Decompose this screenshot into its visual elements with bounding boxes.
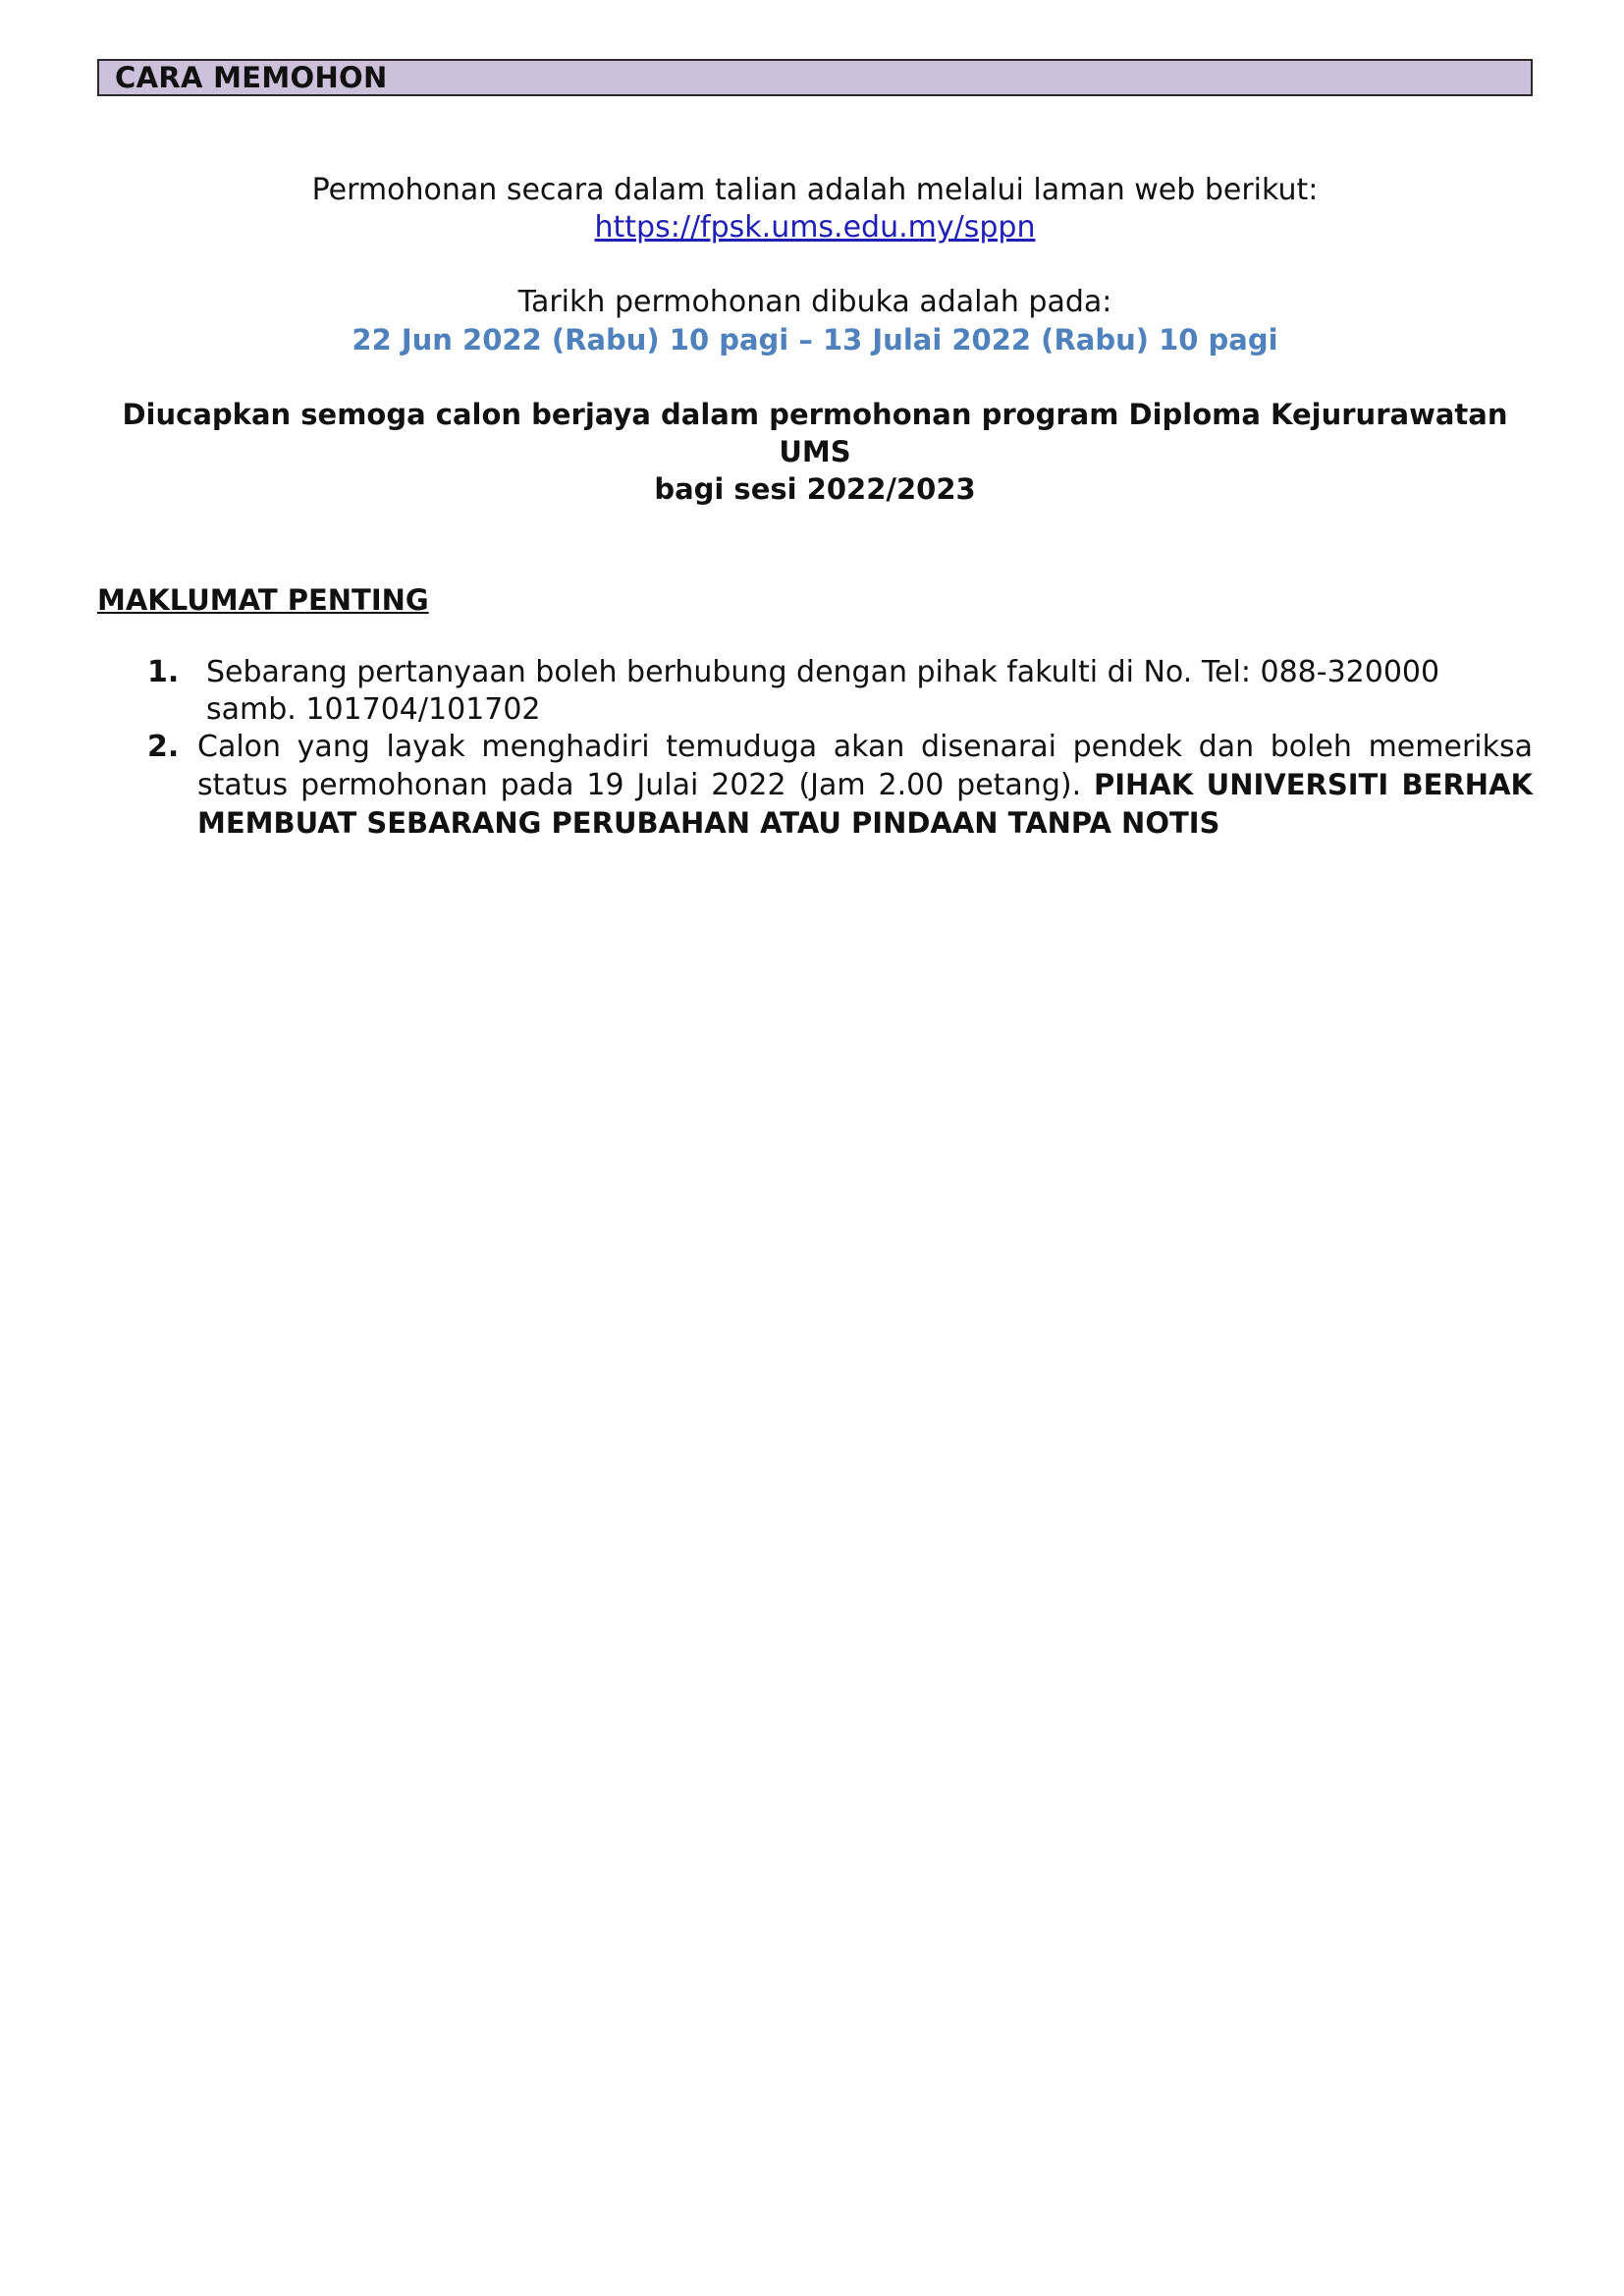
list-item-number: 2. xyxy=(147,730,180,764)
list-item-text-container xyxy=(197,729,1533,843)
important-info-list xyxy=(97,654,1533,843)
date-range: 22 Jun 2022 (Rabu) 10 pagi – 13 Julai 2022 (Rabu) 10 pagi xyxy=(352,323,1278,356)
application-dates xyxy=(97,284,1533,358)
list-item-number: 1. xyxy=(147,655,180,689)
important-info-title: MAKLUMAT PENTING xyxy=(97,583,429,617)
list-item-bold-notice: PIHAK UNIVERSITI BERHAK MEMBUAT SEBARANG PERUBAHAN ATAU PINDAAN TANPA NOTIS xyxy=(197,768,1533,840)
closing-message xyxy=(97,396,1533,508)
closing-line-2: bagi sesi 2022/2023 xyxy=(654,472,976,506)
application-info xyxy=(97,172,1533,246)
list-item-text: Sebarang pertanyaan boleh berhubung dengan pihak fakulti di No. Tel: 088-320000 samb. 101704/101702 xyxy=(206,655,1440,727)
application-link[interactable]: https://fpsk.ums.edu.my/sppn xyxy=(594,210,1036,245)
list-item xyxy=(97,729,1533,843)
application-intro-text: Permohonan secara dalam talian adalah melalui laman web berikut: xyxy=(311,173,1319,207)
list-item xyxy=(97,654,1533,729)
dates-intro-text: Tarikh permohonan dibuka adalah pada: xyxy=(517,285,1112,319)
closing-line-1: Diucapkan semoga calon berjaya dalam permohonan program Diploma Kejururawatan UMS xyxy=(122,398,1508,468)
list-item-text: Calon yang layak menghadiri temuduga akan disenarai pendek dan boleh memeriksa status permohonan pada 19 Julai 2022 (Jam 2.00 petang). xyxy=(197,730,1533,802)
section-header-cara-memohon: CARA MEMOHON xyxy=(97,59,1533,96)
